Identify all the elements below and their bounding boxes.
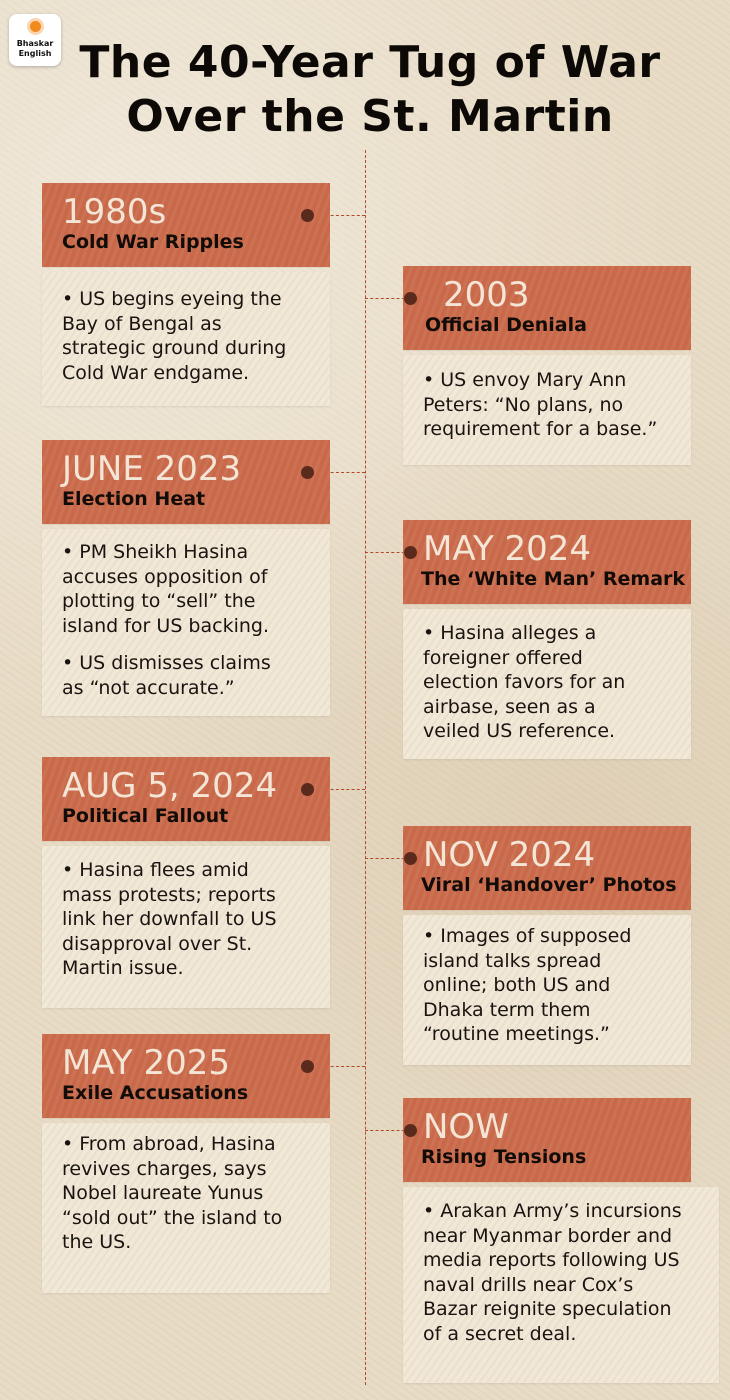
timeline-dot [301,783,314,796]
event-headline: Cold War Ripples [62,231,244,253]
event-headline: Exile Accusations [62,1082,249,1104]
timeline-dot [301,466,314,479]
timeline-dot [301,209,314,222]
title-line-2: Over the St. Martin [126,91,614,142]
event-date: JUNE 2023 [62,449,242,489]
event-bullet: • Arakan Army’s incursions near Myanmar border and media reports following US naval drills near Cox’s Bazar reignite speculation of a secret deal. [423,1200,682,1345]
event-headline: Political Fallout [62,805,229,827]
event-card [403,1187,719,1383]
sun-icon [30,21,41,32]
timeline-dot [404,1124,417,1137]
event-card [42,1123,330,1293]
event-card [403,915,691,1065]
event-date: 2003 [443,275,530,315]
event-date: NOV 2024 [423,835,596,875]
event-headline: Rising Tensions [421,1146,587,1168]
event-header [403,826,691,910]
event-header [403,520,691,604]
timeline-dot [404,546,417,559]
event-bullet: • Images of supposed island talks spread online; both US and Dhaka term them “routine meetings.” [423,925,632,1045]
event-header [42,1034,330,1118]
title-line-1: The 40-Year Tug of War [79,37,661,88]
brand-name-line2: English [18,49,52,58]
event-date: MAY 2025 [62,1043,231,1083]
event-date: AUG 5, 2024 [62,766,278,806]
event-bullet: • Hasina flees amid mass protests; reports link her downfall to US disapproval over St. Martin issue. [62,859,277,979]
event-headline: Election Heat [62,488,206,510]
event-header [403,1098,691,1182]
event-headline: The ‘White Man’ Remark [421,568,686,590]
event-header [42,183,330,267]
timeline-dot [301,1060,314,1073]
page-title [60,36,680,144]
brand-logo [9,14,61,66]
event-bullet: • Hasina alleges a foreigner offered election favors for an airbase, seen as a veiled US reference. [423,622,626,742]
event-card [42,846,330,1008]
event-date: 1980s [62,192,167,232]
event-headline: Viral ‘Handover’ Photos [421,874,677,896]
event-bullet: • US envoy Mary Ann Peters: “No plans, no requirement for a base.” [423,369,658,440]
event-headline: Official Deniala [425,314,587,336]
event-header [42,757,330,841]
event-card [42,529,330,716]
event-bullet: • US begins eyeing the Bay of Bengal as strategic ground during Cold War endgame. [62,288,287,384]
event-bullet: • PM Sheikh Hasina accuses opposition of plotting to “sell” the island for US backing. [62,541,269,637]
event-card [42,272,330,406]
event-bullet: • US dismisses claims as “not accurate.” [62,652,271,699]
timeline-dot [404,852,417,865]
event-card [403,355,691,465]
timeline-spine [365,150,366,1385]
event-date: MAY 2024 [423,529,592,569]
event-header [403,266,691,350]
timeline-dot [404,292,417,305]
event-date: NOW [423,1107,509,1147]
event-header [42,440,330,524]
brand-name-line1: Bhaskar [16,39,54,48]
event-card [403,609,691,759]
event-bullet: • From abroad, Hasina revives charges, says Nobel laureate Yunus “sold out” the island to the US. [62,1133,283,1253]
